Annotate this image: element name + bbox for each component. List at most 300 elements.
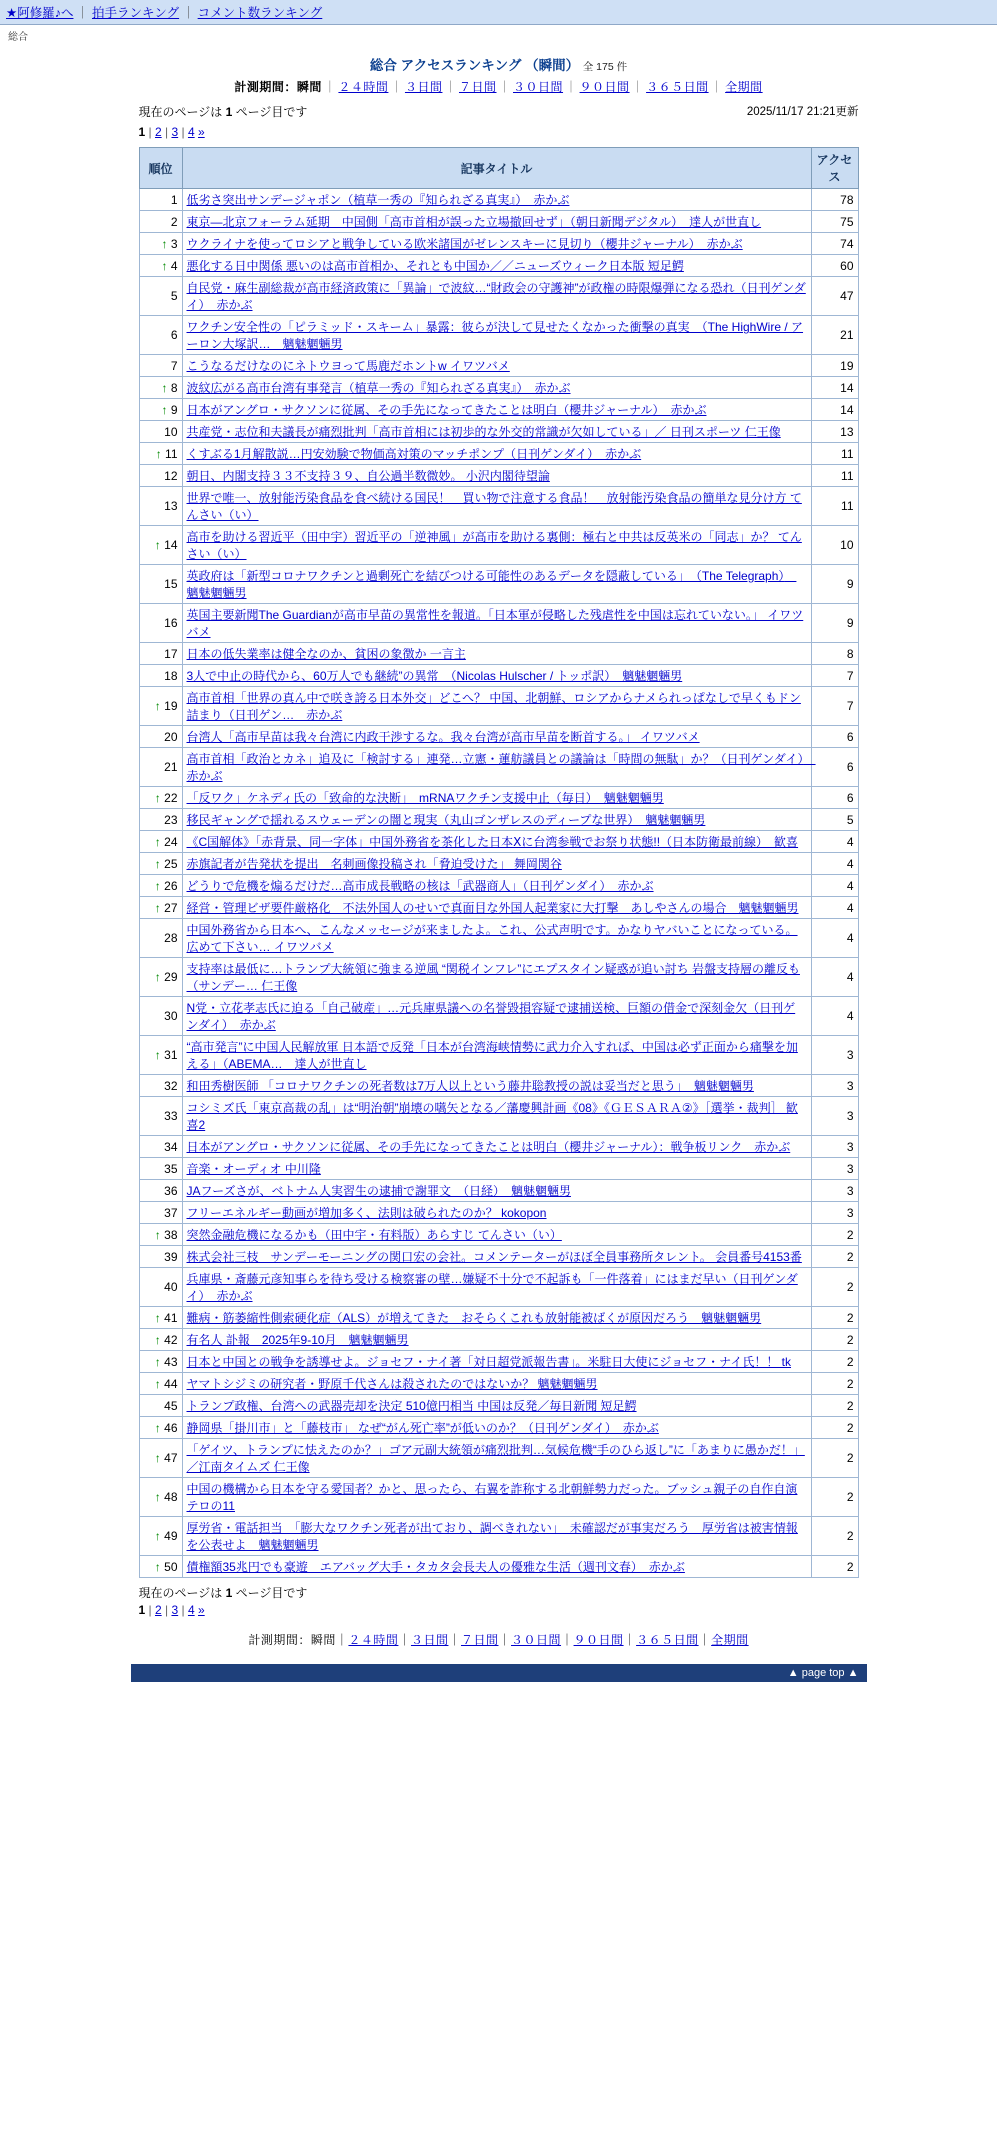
rank-cell [139,377,182,399]
access-count-cell: 2 [811,1268,858,1307]
article-title-link[interactable]: ワクチン安全性の「ピラミッド・スキーム」暴露：彼らが決して見せたくなかった衝撃の真実 （The HighWire / アーロン大塚訳… 魑魅魍魎男 [186,320,804,351]
page-bar-2-bottom: | [161,1603,172,1617]
article-title-cell [182,604,811,643]
rank-number: 41 [164,1310,178,1325]
rank-cell [139,897,182,919]
access-count-cell: 74 [811,233,858,255]
rank-number: 8 [170,380,178,395]
rank-number: 21 [164,760,178,774]
article-title-link[interactable]: 英国主要新聞The Guardianが高市早苗の異常性を報道。「日本軍が侵略した残虐性を中国は忘れていない。」 イワツバメ [186,608,804,639]
article-title-link[interactable]: くすぶる1月解散説…円安効験で物価高対策のマッチポンプ（日刊ゲンダイ） 赤かぶ [186,447,642,461]
nav-link-asyura[interactable]: ★阿修羅♪へ [6,6,74,20]
table-row [139,487,858,526]
period-bar-6: ｜ [631,80,645,94]
rank-number: 27 [164,900,178,915]
rank-cell [139,1556,182,1578]
period-option-instant-top: 瞬間 [296,80,322,94]
table-row [139,997,858,1036]
period-option-365d-bottom[interactable]: ３６５日間 [636,1633,699,1647]
rank-up-arrow-icon: ↑ [154,1310,161,1325]
rank-cell [139,643,182,665]
period-option-all-top[interactable]: 全期間 [725,80,763,94]
table-row [139,1075,858,1097]
page-title: 総合 アクセスランキング （瞬間） [369,58,580,73]
rank-number: 18 [164,668,178,683]
article-title-cell [182,487,811,526]
period-option-7d-top[interactable]: ７日間 [458,80,497,94]
access-count-cell: 2 [811,1224,858,1246]
rank-up-arrow-icon: ↑ [154,970,161,984]
page-link-next-bottom[interactable]: » [197,1603,205,1617]
article-title-link[interactable]: 高市首相「政治とカネ」追及に「検討する」連発…立憲・蓮舫議員との議論は「時間の無駄」か？（日刊ゲンダイ） 赤かぶ [186,752,816,783]
rank-up-arrow-icon: ↑ [154,1376,161,1391]
rank-cell [139,421,182,443]
article-title-link[interactable]: 中国外務省から日本へ、こんなメッセージが来ましたよ。これ、公式声明です。かなりヤバいことになっている。広めて下さい… イワツバメ [186,923,798,954]
page-link-2-top[interactable]: 2 [154,125,162,139]
article-title-link[interactable]: 株式会社三枝 サンデーモーニングの関口宏の会社。コメンテーターがほぼ全員事務所タレント。 会員番号4153番 [186,1250,802,1264]
access-count-cell: 7 [811,665,858,687]
rank-number: 29 [164,970,178,984]
access-count-cell: 9 [811,604,858,643]
table-row [139,1351,858,1373]
column-header-title: 記事タイトル [182,148,811,189]
rank-cell [139,1478,182,1517]
period-bar-3: ｜ [444,80,457,94]
article-title-cell [182,1517,811,1556]
article-title-cell [182,919,811,958]
current-page-prefix-top: 現在のページは [138,105,223,119]
article-title-link[interactable]: コシミズ氏「東京高裁の乱」は“明治朝”崩壊の嚆矢となる／藩慶興計画《08》《ＧＥＳＡＲＡ②》［選挙・裁判］ 歓喜2 [186,1101,798,1132]
access-count-cell: 75 [811,211,858,233]
table-row [139,1136,858,1158]
table-row [139,853,858,875]
rank-number: 25 [164,856,178,871]
article-title-link[interactable]: 有名人 訃報 2025年9-10月 魑魅魍魎男 [186,1333,409,1347]
article-title-link[interactable]: 悪化する日中関係 悪いのは高市首相か、それとも中国か／／ニューズウィーク日本版 短足鰐 [186,259,684,273]
period-bar-7-bottom: ｜ [698,1633,712,1647]
article-title-link[interactable]: 共産党・志位和夫議長が痛烈批判「高市首相には初歩的な外交的常識が欠如している」／ 日刊スポーツ 仁王像 [186,425,781,439]
rank-up-arrow-icon: ↑ [154,790,161,805]
rank-cell [139,1395,182,1417]
table-row [139,526,858,565]
period-option-all-bottom[interactable]: 全期間 [711,1633,749,1647]
period-bar-4: ｜ [498,80,512,94]
table-row [139,748,858,787]
article-title-cell [182,787,811,809]
period-option-90d-bottom[interactable]: ９０日間 [573,1633,624,1647]
article-title-cell [182,211,811,233]
ranking-table-body [139,189,858,1578]
table-row [139,1417,858,1439]
article-title-cell [182,377,811,399]
access-count-cell: 13 [811,421,858,443]
rank-number: 1 [170,192,178,207]
page-bar-3-top: | [178,125,188,139]
table-row [139,421,858,443]
rank-number: 49 [164,1529,178,1543]
article-title-link[interactable]: 「ゲイツ、トランプに怯えたのか？」ゴア元副大統領が痛烈批判…気候危機“手のひら返し”に「あまりに愚かだ！」／江南タイムズ 仁王像 [186,1443,805,1474]
access-count-cell: 3 [811,1158,858,1180]
ranking-table [139,147,859,1578]
period-option-24h-bottom[interactable]: ２４時間 [348,1633,399,1647]
article-title-cell [182,1158,811,1180]
article-title-link[interactable]: 3人で中止の時代から、60万人でも継続”の異常 （Nicolas Hulscher / トッポ訳） 魑魅魍魎男 [186,669,683,683]
table-row [139,831,858,853]
table-row [139,1097,858,1136]
access-count-cell: 2 [811,1478,858,1517]
table-row [139,1395,858,1417]
rank-number: 28 [164,931,178,945]
article-title-cell [182,255,811,277]
rank-up-arrow-icon: ↑ [154,1332,161,1347]
rank-number: 15 [164,577,178,591]
rank-up-arrow-icon: ↑ [161,258,168,273]
rank-cell [139,853,182,875]
period-bar-2-bottom: ｜ [398,1633,411,1647]
page-link-4-bottom[interactable]: 4 [187,1603,195,1617]
access-count-cell: 14 [811,377,858,399]
table-row [139,1373,858,1395]
page-top-bar[interactable] [131,1664,867,1682]
rank-number: 24 [164,834,178,849]
rank-cell [139,233,182,255]
article-title-cell [182,355,811,377]
article-title-link[interactable]: 東京―北京フォーラム延期 中国側「高市首相が誤った立場撤回せず」（朝日新聞デジタル） 達人が世直し [186,215,762,229]
article-title-link[interactable]: 《C国解体》「赤背景、同一字体」中国外務省を茶化した日本Ⅹに台湾参戦でお祭り状態!!（日本防衛最前線） 歓喜 [186,835,799,849]
article-title-link[interactable]: JAフーズさが、ベトナム人実習生の逮捕で謝罪文 （日経） 魑魅魍魎男 [186,1184,571,1198]
table-row [139,211,858,233]
page-title-line [139,54,859,74]
rank-up-arrow-icon: ↑ [154,1420,161,1435]
article-title-link[interactable]: 自民党・麻生副総裁が高市経済政策に「異論」で波紋…“財政会の守護神”が政権の時限爆弾になる恐れ（日刊ゲンダイ） 赤かぶ [186,281,806,312]
rank-cell [139,958,182,997]
article-title-link[interactable]: 難病・筋萎縮性側索硬化症（ALS）が増えてきた おそらくこれも放射能被ばくが原因だろう 魑魅魍魎男 [186,1311,762,1325]
article-title-cell [182,399,811,421]
page-bar-1-bottom: | [145,1603,155,1617]
rank-cell [139,565,182,604]
rank-cell [139,1180,182,1202]
rank-number: 34 [164,1139,178,1154]
current-page-prefix-bottom: 現在のページは [138,1586,223,1600]
rank-number: 19 [164,699,178,713]
rank-cell [139,1351,182,1373]
article-title-cell [182,1351,811,1373]
period-bar-1: ｜ [323,80,337,94]
article-title-cell [182,1329,811,1351]
access-count-cell: 2 [811,1329,858,1351]
article-title-cell [182,1556,811,1578]
article-title-link[interactable]: 経営・管理ビザ要件厳格化 不法外国人のせいで真面目な外国人起業家に大打撃 あしやさんの場合 魑魅魍魎男 [186,901,799,915]
article-title-link[interactable]: こうなるだけなのにネトウヨって馬鹿だホントw イワツバメ [186,359,510,373]
table-row [139,1180,858,1202]
current-page-text-top [139,103,308,121]
rank-cell [139,255,182,277]
article-title-link[interactable]: 台湾人「高市早苗は我々台湾に内政干渉するな。我々台湾が高市早苗を断首する。」 イワツバメ [186,730,700,744]
rank-number: 5 [170,289,178,303]
period-bar-4-bottom: ｜ [498,1633,512,1647]
rank-cell [139,787,182,809]
access-count-cell: 2 [811,1246,858,1268]
table-row [139,189,858,211]
article-title-cell [182,443,811,465]
period-option-30d-top[interactable]: ３０日間 [513,80,564,94]
article-title-link[interactable]: 支持率は最低に…トランプ大統領に強まる逆風 “関税インフレ”にエプスタイン疑惑が追い討ち 岩盤支持層の離反も（サンデー… 仁王像 [186,962,800,993]
article-title-cell [182,233,811,255]
article-title-link[interactable]: 低劣さ突出サンデージャポン（植草一秀の『知られざる真実』） 赤かぶ [186,193,570,207]
table-row [139,443,858,465]
rank-number: 47 [164,1451,178,1465]
table-row [139,465,858,487]
article-title-cell [182,1097,811,1136]
article-title-link[interactable]: 兵庫県・斎藤元彦知事らを待ち受ける検察審の壁…嫌疑不十分で不起訴も「一件落着」にはまだ早い（日刊ゲンダイ） 赤かぶ [186,1272,798,1303]
article-title-link[interactable]: ヤマトシジミの研究者・野原千代さんは殺されたのではないか？ 魑魅魍魎男 [186,1377,598,1391]
page-link-3-bottom[interactable]: 3 [171,1603,179,1617]
table-row [139,875,858,897]
access-count-cell: 2 [811,1395,858,1417]
rank-cell [139,526,182,565]
nav-link-clap-ranking[interactable]: 拍手ランキング [91,6,180,20]
rank-number: 11 [165,446,178,461]
article-title-link[interactable]: 赤旗記者が告発状を提出 名刺画像投稿され「脅迫受けた」 舞岡関谷 [186,857,562,871]
article-title-link[interactable]: 日本と中国との戦争を誘導せよ。ジョセフ・ナイ著「対日超党派報告書」。米駐日大使にジョセフ・ナイ氏！！ tk [186,1355,792,1369]
article-title-cell [182,1307,811,1329]
period-bar-5: ｜ [565,80,578,94]
access-count-cell: 4 [811,853,858,875]
table-row [139,355,858,377]
rank-number: 13 [164,499,178,513]
rank-number: 9 [170,402,178,417]
article-title-cell [182,1036,811,1075]
rank-number: 20 [164,729,178,744]
article-title-link[interactable]: 日本がアングロ・サクソンに従属、その手先になってきたことは明白（櫻井ジャーナル） 赤かぶ [186,403,707,417]
access-count-cell: 3 [811,1097,858,1136]
rank-number: 46 [164,1420,178,1435]
article-title-cell [182,997,811,1036]
current-page-number-top: 1 [225,105,233,119]
rank-up-arrow-icon: ↑ [154,900,161,915]
period-bar-1-bottom: ｜ [335,1633,349,1647]
access-count-cell: 4 [811,997,858,1036]
article-title-link[interactable]: N党・立花孝志氏に迫る「自己破産」…元兵庫県議への名誉毀損容疑で逮捕送検、巨額の借金で深刻金欠（日刊ゲンダイ） 赤かぶ [186,1001,796,1032]
rank-cell [139,687,182,726]
rank-up-arrow-icon: ↑ [161,402,168,417]
rank-cell [139,487,182,526]
article-title-cell [182,1268,811,1307]
table-row [139,1307,858,1329]
rank-cell [139,1158,182,1180]
rank-cell [139,1202,182,1224]
page-link-4-top[interactable]: 4 [187,125,195,139]
rank-up-arrow-icon: ↑ [161,380,168,395]
page-link-2-bottom[interactable]: 2 [154,1603,162,1617]
article-title-link[interactable]: 朝日、内閣支持３３不支持３９、自公過半数微妙。 小沢内閣待望論 [186,469,550,483]
access-count-cell: 10 [811,526,858,565]
rank-up-arrow-icon: ↑ [154,538,161,552]
page-top-link[interactable]: ▲ page top ▲ [787,1667,859,1679]
article-title-link[interactable]: 世界で唯一、放射能汚染食品を食べ続ける国民！ 買い物で注意する食品！ 放射能汚染食品の簡単な見分け方 てんさい（い） [186,491,802,522]
rank-cell [139,355,182,377]
article-title-cell [182,526,811,565]
table-row [139,277,858,316]
article-title-cell [182,1202,811,1224]
rank-cell [139,1329,182,1351]
page-info-left [139,103,308,141]
rank-number: 31 [164,1048,178,1062]
rank-up-arrow-icon: ↑ [154,1354,161,1369]
access-count-cell: 3 [811,1036,858,1075]
access-count-cell: 2 [811,1307,858,1329]
content-wrapper [139,54,859,1648]
article-title-link[interactable]: 厚労省・電話担当 「膨大なワクチン死者が出ており、調べきれない」 未確認だが事実だろう 厚労省は被害情報を公表せよ 魑魅魍魎男 [186,1521,798,1552]
period-bar-3-bottom: ｜ [448,1633,461,1647]
rank-up-arrow-icon: ↑ [154,1559,161,1574]
period-selector-top [139,78,859,95]
rank-number: 45 [164,1398,178,1413]
period-label-top: 計測期間： [234,80,297,94]
article-title-cell [182,748,816,787]
period-option-3d-top[interactable]: ３日間 [404,80,443,94]
article-title-link[interactable]: 高市首相「世界の真ん中で咲き誇る日本外交」どこへ？ 中国、北朝鮮、ロシアからナメられっぱなしで早くもドン詰まり（日刊ゲン… 赤かぶ [186,691,801,722]
access-count-cell: 47 [811,277,858,316]
article-title-cell [182,1395,811,1417]
period-option-30d-bottom[interactable]: ３０日間 [511,1633,562,1647]
access-count-cell: 2 [811,1351,858,1373]
table-row [139,565,858,604]
article-title-link[interactable]: フリーエネルギー動画が増加多く、法則は破られたのか？ kokopon [186,1206,547,1220]
article-title-cell [182,1075,811,1097]
rank-up-arrow-icon: ↑ [154,1227,161,1242]
access-count-cell: 21 [811,316,858,355]
article-title-cell [182,277,811,316]
rank-cell [139,1075,182,1097]
article-title-link[interactable]: 音楽・オーディオ 中川隆 [186,1162,321,1176]
period-bar-6-bottom: ｜ [623,1633,637,1647]
last-updated: 2025/11/17 21:21更新 [746,106,859,118]
period-selector-bottom [139,1631,859,1648]
access-count-cell: 6 [811,726,858,748]
rank-number: 38 [164,1227,178,1242]
rank-up-arrow-icon: ↑ [155,446,162,461]
page-link-3-top[interactable]: 3 [171,125,179,139]
period-option-24h-top[interactable]: ２４時間 [338,80,389,94]
table-row [139,665,858,687]
article-title-cell [182,465,811,487]
access-count-cell: 6 [811,787,858,809]
article-title-link[interactable]: 移民ギャングで揺れるスウェーデンの闇と現実（丸山ゴンザレスのディープな世界） 魑魅魍魎男 [186,813,706,827]
article-title-link[interactable]: 「反ワク」ケネディ氏の「致命的な決断」 mRNAワクチン支援中止（毎日） 魑魅魍魎男 [186,791,664,805]
rank-number: 30 [164,1009,178,1023]
page-bar-2-top: | [161,125,172,139]
article-title-cell [182,897,811,919]
nav-link-comment-ranking[interactable]: コメント数ランキング [197,6,323,20]
article-title-cell [182,875,811,897]
period-option-3d-bottom[interactable]: ３日間 [410,1633,449,1647]
table-row [139,687,858,726]
rank-cell [139,1307,182,1329]
rank-up-arrow-icon: ↑ [154,1451,161,1465]
rank-number: 16 [164,616,178,630]
access-count-cell: 78 [811,189,858,211]
period-option-90d-top[interactable]: ９０日間 [579,80,630,94]
article-title-cell [182,853,811,875]
article-title-cell [182,643,811,665]
article-title-link[interactable]: 突然金融危機になるかも（田中宇・有料版）あらすじ てんさい（い） [186,1228,562,1242]
table-row [139,316,858,355]
top-navigation-bar [0,0,997,25]
table-row [139,643,858,665]
access-count-cell: 14 [811,399,858,421]
rank-number: 12 [164,468,178,483]
article-title-link[interactable]: 日本がアングロ・サクソンに従属、その手先になってきたことは明白（櫻井ジャーナル）：戦争板リンク 赤かぶ [186,1140,791,1154]
period-bar-2: ｜ [390,80,403,94]
rank-number: 4 [170,258,178,273]
rank-cell [139,399,182,421]
rank-number: 44 [164,1376,178,1391]
article-title-link[interactable]: 静岡県「掛川市」と「藤枝市」 なぜ“がん死亡率”が低いのか？（日刊ゲンダイ） 赤かぶ [186,1421,659,1435]
page-bar-3-bottom: | [178,1603,188,1617]
rank-cell [139,1136,182,1158]
article-title-link[interactable]: どうりで危機を煽るだけだ…高市成長戦略の核は「武器商人」（日刊ゲンダイ） 赤かぶ [186,879,654,893]
rank-up-arrow-icon: ↑ [154,856,161,871]
page-link-next-top[interactable]: » [197,125,205,139]
access-count-cell: 7 [811,687,858,726]
table-row [139,233,858,255]
access-count-cell: 6 [811,748,858,787]
article-title-link[interactable]: ウクライナを使ってロシアと戦争している欧米諸国がゼレンスキーに見切り（櫻井ジャーナル） 赤かぶ [186,237,743,251]
article-title-cell [182,1478,811,1517]
current-page-text-bottom [139,1584,859,1601]
article-title-link[interactable]: “高市発言”に中国人民解放軍 日本語で反発「日本が台湾海峡情勢に武力介入すれば、中国は必ず正面から痛撃を加える」（ABEMA… 達人が世直し [186,1040,798,1071]
article-title-link[interactable]: 日本の低失業率は健全なのか、貧困の象徴か 一言主 [186,647,466,661]
period-option-instant-bottom: 瞬間 [310,1633,336,1647]
table-row [139,1439,858,1478]
article-title-cell [182,1417,811,1439]
article-title-link[interactable]: 債権額35兆円でも豪遊 エアバッグ大手・タカタ会長夫人の優雅な生活（週刊文春） 赤かぶ [186,1560,685,1574]
rank-number: 48 [164,1490,178,1504]
period-bar-5-bottom: ｜ [561,1633,574,1647]
rank-number: 7 [170,358,178,373]
breadcrumb: 総合 [8,32,28,43]
rank-cell [139,211,182,233]
pagination-top [139,123,308,141]
rank-cell [139,316,182,355]
rank-number: 33 [164,1109,178,1123]
access-count-cell: 3 [811,1075,858,1097]
article-title-link[interactable]: 英政府は「新型コロナワクチンと過剰死亡を結びつける可能性のあるデータを隠蔽している」 （The Telegraph） 魑魅魍魎男 [186,569,797,600]
article-title-link[interactable]: 中国の機構から日本を守る愛国者？かと、思ったら、右翼を詐称する北朝鮮勢力だった。ブッシュ親子の自作自演テロの11 [186,1482,798,1513]
rank-cell [139,665,182,687]
rank-cell [139,831,182,853]
rank-number: 6 [170,328,178,342]
current-page-suffix-top: ページ目です [235,105,308,119]
article-title-cell [182,809,811,831]
article-title-cell [182,1136,811,1158]
access-count-cell: 11 [811,465,858,487]
rank-up-arrow-icon: ↑ [161,236,168,251]
access-count-cell: 5 [811,809,858,831]
rank-cell [139,1246,182,1268]
article-title-link[interactable]: 高市を助ける習近平（田中宇）習近平の「逆神風」が高市を助ける裏側：極右と中共は反英米の「同志」か？ てんさい（い） [186,530,802,561]
table-header-row [139,148,858,189]
rank-cell [139,726,182,748]
rank-cell [139,1268,182,1307]
article-title-link[interactable]: 和田秀樹医師 「コロナワクチンの死者数は7万人以上という藤井聡教授の説は妥当だと思う」 魑魅魍魎男 [186,1079,754,1093]
period-option-365d-top[interactable]: ３６５日間 [646,80,709,94]
article-title-link[interactable]: トランプ政権、台湾への武器売却を決定 510億円相当 中国は反発／毎日新聞 短足鰐 [186,1399,637,1413]
article-title-link[interactable]: 波紋広がる高市台湾有事発言（植草一秀の『知られざる真実』） 赤かぶ [186,381,571,395]
period-option-7d-bottom[interactable]: ７日間 [460,1633,499,1647]
table-row [139,399,858,421]
